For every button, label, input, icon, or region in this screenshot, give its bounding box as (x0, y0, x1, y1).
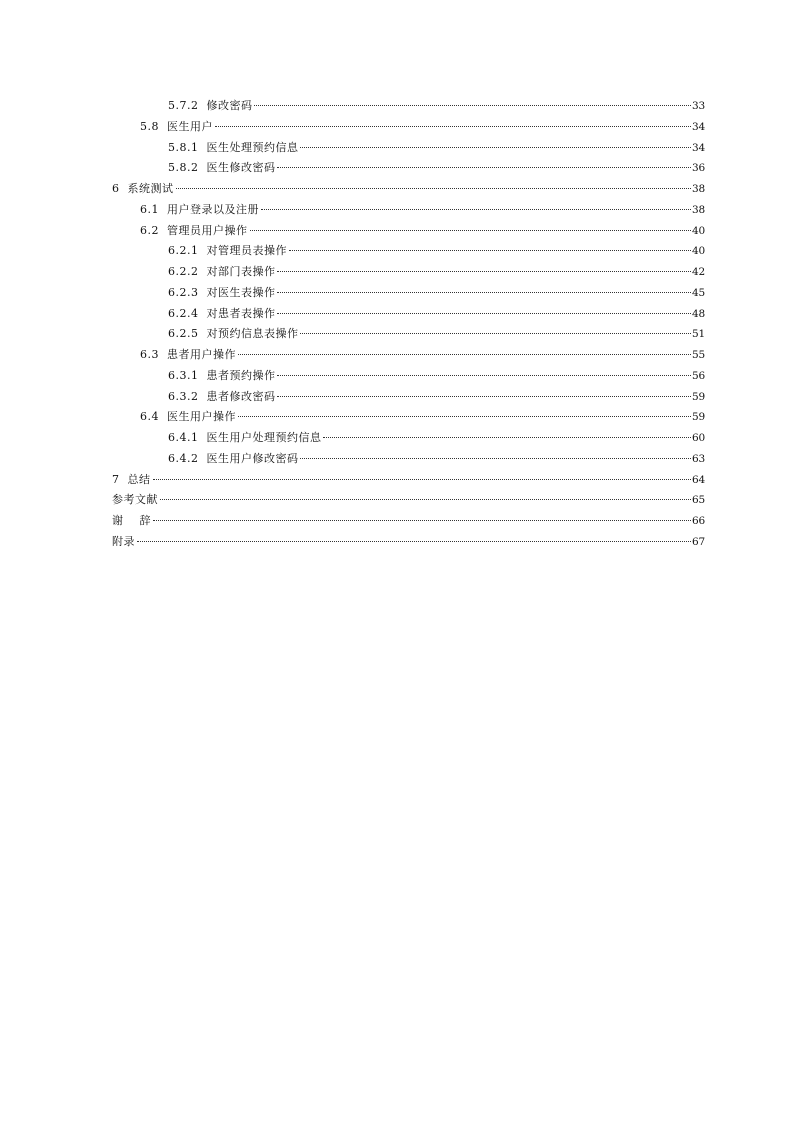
toc-page-number: 59 (692, 390, 705, 403)
toc-page-number: 34 (692, 141, 705, 154)
toc-entry[interactable] (112, 241, 705, 262)
toc-entry-title: 6.4.2 医生用户修改密码 (168, 451, 299, 465)
toc-entry-title: 7 总结 (112, 472, 151, 486)
toc-entry[interactable] (112, 262, 705, 283)
toc-entry[interactable] (112, 283, 705, 304)
toc-entry[interactable] (112, 449, 705, 470)
toc-entry[interactable] (112, 96, 705, 117)
toc-entry[interactable] (112, 117, 705, 138)
toc-entry[interactable] (112, 304, 705, 325)
toc-entry[interactable] (112, 387, 705, 408)
toc-page-number: 48 (692, 307, 705, 320)
toc-entry[interactable] (112, 200, 705, 221)
toc-entry-title: 5.7.2 修改密码 (168, 99, 253, 112)
toc-dot-leader (238, 416, 691, 417)
toc-entry-title: 附录 (112, 534, 135, 548)
toc-entry-title: 6.2.3 对医生表操作 (168, 285, 276, 299)
toc-dot-leader (277, 396, 691, 397)
toc-page-number: 38 (692, 183, 705, 195)
toc-entry-title: 6.2.4 对患者表操作 (168, 306, 276, 320)
toc-page-number: 66 (692, 515, 705, 527)
toc-entry[interactable] (112, 138, 705, 159)
toc-dot-leader (238, 354, 691, 355)
toc-dot-leader (176, 188, 692, 189)
toc-entry-title: 谢 辞 (112, 514, 151, 527)
toc-page-number: 59 (692, 411, 705, 424)
toc-page-number: 40 (692, 224, 705, 237)
toc-page-number: 42 (692, 266, 705, 278)
toc-entry-title: 6.3 患者用户操作 (140, 348, 236, 361)
toc-page-number: 55 (692, 349, 705, 361)
toc-page-number: 33 (692, 100, 705, 112)
toc-dot-leader (277, 271, 691, 272)
toc-entry-title: 6.3.1 患者预约操作 (168, 368, 276, 382)
toc-entry[interactable] (112, 490, 705, 511)
toc-entry[interactable] (112, 511, 705, 532)
toc-entry-title: 6.1 用户登录以及注册 (140, 202, 259, 216)
table-of-contents (112, 96, 705, 553)
toc-entry-title: 6.3.2 患者修改密码 (168, 389, 276, 403)
toc-dot-leader (261, 209, 691, 210)
toc-entry[interactable] (112, 470, 705, 491)
toc-entry-title: 5.8.2 医生修改密码 (168, 161, 276, 175)
toc-entry[interactable] (112, 324, 705, 345)
toc-dot-leader (250, 230, 692, 231)
toc-dot-leader (153, 520, 691, 521)
toc-page-number: 45 (692, 286, 705, 299)
toc-entry-title: 5.8 医生用户 (140, 119, 213, 133)
toc-entry-title: 5.8.1 医生处理预约信息 (168, 140, 299, 154)
toc-page-number: 60 (692, 432, 705, 444)
toc-page-number: 64 (692, 473, 705, 486)
toc-page-number: 40 (692, 245, 705, 258)
toc-dot-leader (254, 105, 691, 106)
toc-dot-leader (277, 375, 691, 376)
toc-page-number: 65 (692, 494, 705, 507)
toc-entry-title: 6.2.2 对部门表操作 (168, 265, 276, 278)
toc-page-number: 36 (692, 162, 705, 175)
toc-dot-leader (137, 541, 691, 542)
toc-dot-leader (323, 437, 691, 438)
toc-entry-title: 6.2.1 对管理员表操作 (168, 244, 287, 258)
toc-dot-leader (300, 458, 691, 459)
toc-dot-leader (160, 499, 691, 500)
toc-page-number: 63 (692, 452, 705, 465)
toc-entry[interactable] (112, 428, 705, 449)
toc-dot-leader (153, 479, 692, 480)
toc-page-number: 38 (692, 203, 705, 216)
toc-entry[interactable] (112, 532, 705, 553)
toc-entry-title: 6.2 管理员用户操作 (140, 223, 248, 237)
toc-entry[interactable] (112, 221, 705, 242)
toc-dot-leader (277, 313, 691, 314)
toc-entry-title: 6 系统测试 (112, 182, 174, 195)
toc-dot-leader (289, 250, 691, 251)
toc-dot-leader (277, 292, 691, 293)
toc-entry[interactable] (112, 407, 705, 428)
toc-entry-title: 6.4 医生用户操作 (140, 410, 236, 424)
toc-entry[interactable] (112, 345, 705, 366)
toc-dot-leader (277, 167, 691, 168)
toc-dot-leader (300, 147, 691, 148)
toc-entry[interactable] (112, 366, 705, 387)
toc-entry[interactable] (112, 179, 705, 200)
toc-page-number: 51 (692, 328, 705, 341)
toc-entry-title: 6.4.1 医生用户处理预约信息 (168, 431, 322, 444)
toc-page-number: 67 (692, 535, 705, 548)
toc-page-number: 34 (692, 120, 705, 133)
toc-entry[interactable] (112, 158, 705, 179)
toc-dot-leader (215, 126, 691, 127)
toc-dot-leader (300, 333, 691, 334)
toc-entry-title: 6.2.5 对预约信息表操作 (168, 327, 299, 341)
toc-entry-title: 参考文献 (112, 493, 158, 507)
toc-page-number: 56 (692, 369, 705, 382)
